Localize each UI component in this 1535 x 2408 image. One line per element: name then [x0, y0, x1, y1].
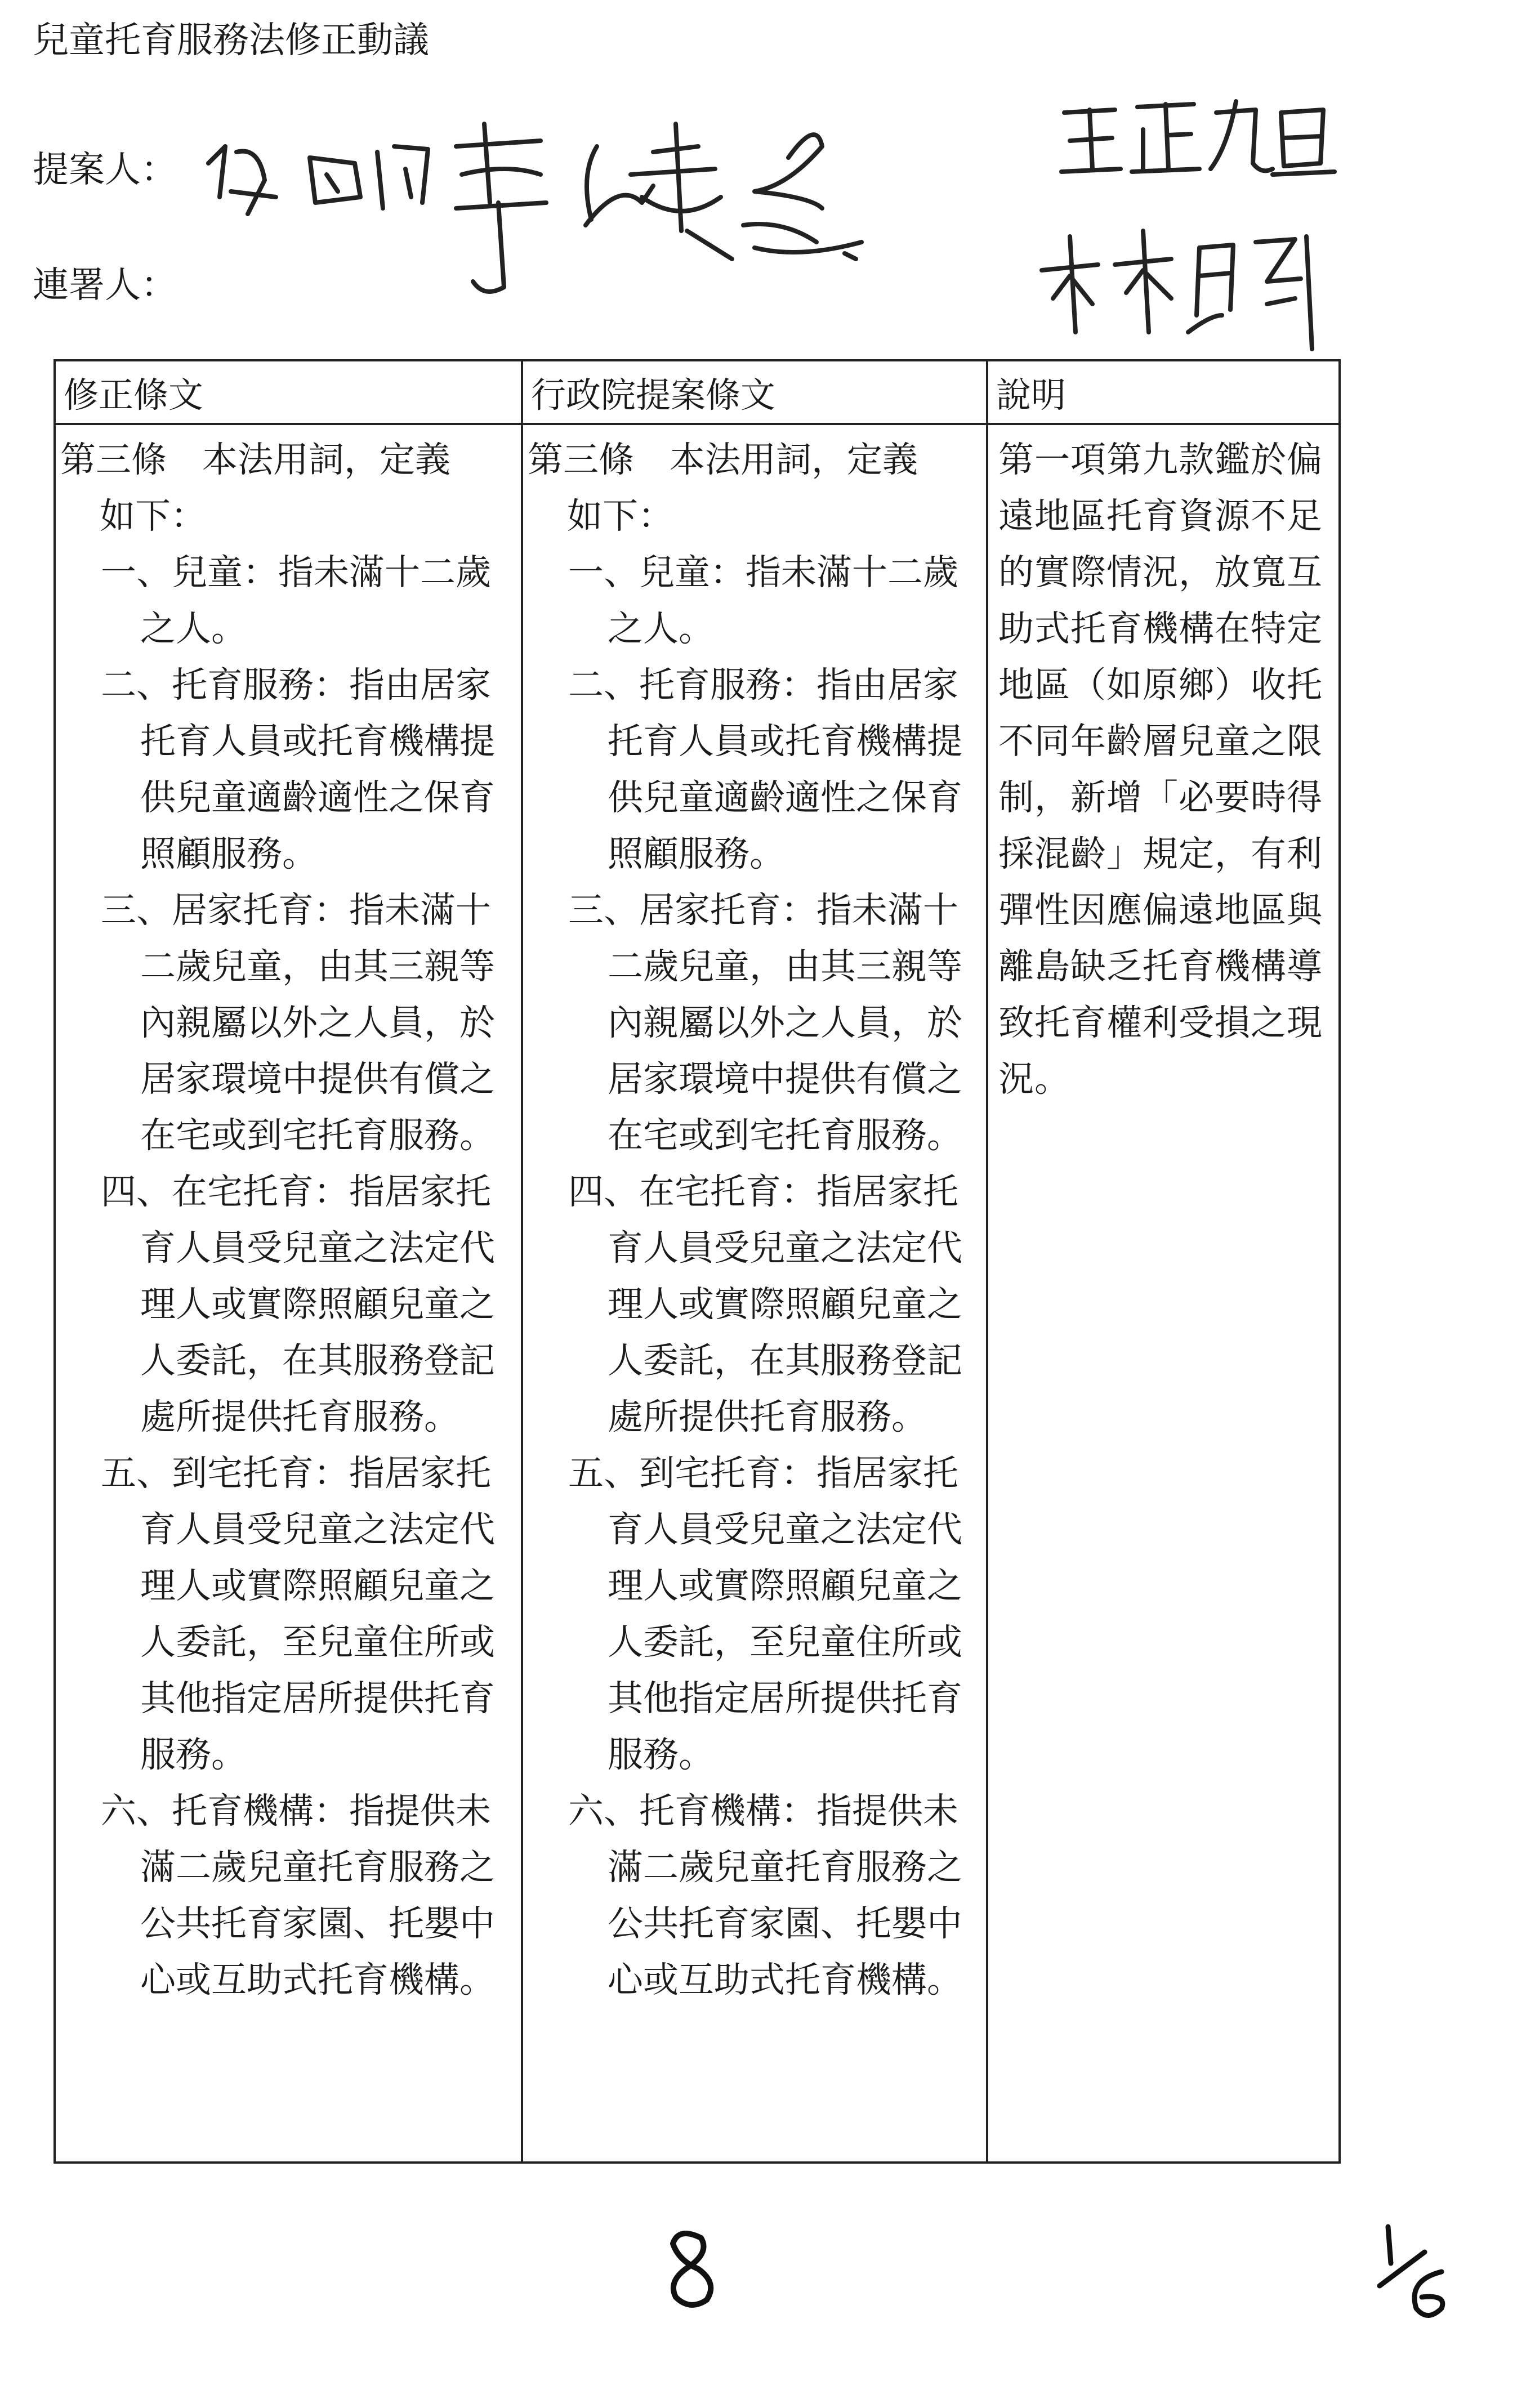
header-executive: 行政院提案條文	[522, 360, 987, 424]
amended-item-2: 二、托育服務：指由居家托育人員或托育機構提供兒童適齡適性之保育照顧服務。	[101, 664, 495, 874]
executive-item-6: 六、托育機構：指提供未滿二歲兒童托育服務之公共托育家園、托嬰中心或互助式托育機構。	[568, 1790, 962, 2000]
header-explanation: 說明	[987, 360, 1340, 424]
amended-item-5: 五、到宅托育：指居家托育人員受兒童之法定代理人或實際照顧兒童之人委託，至兒童住所或其他指定居所提供托育服務。	[101, 1453, 495, 1775]
explanation-text: 第一項第九款鑑於偏遠地區托育資源不足的實際情況，放寬互助式托育機構在特定地區（如原鄉）收托不同年齡層兒童之限制，新增「必要時得採混齡」規定，有利彈性因應偏遠地區與離島缺乏托育機構導致托育權利受損之現況。	[998, 439, 1323, 1100]
proposer-right-signature	[1059, 90, 1340, 194]
document-title: 兒童托育服務法修正動議	[33, 20, 429, 61]
proposer-signature	[191, 113, 980, 340]
table-row	[55, 424, 1340, 2163]
amended-item-6: 六、托育機構：指提供未滿二歲兒童托育服務之公共托育家園、托嬰中心或互助式托育機構。	[101, 1790, 495, 2000]
executive-item-4: 四、在宅托育：指居家托育人員受兒童之法定代理人或實際照顧兒童之人委託，在其服務登記處所提供托育服務。	[568, 1171, 962, 1437]
amended-article-cell	[55, 424, 522, 2163]
executive-item-3: 三、居家托育：指未滿十二歲兒童，由其三親等內親屬以外之人員，於居家環境中提供有償之在宅或到宅托育服務。	[568, 890, 962, 1156]
cosigner-label: 連署人：	[33, 265, 177, 306]
executive-article-cont: 如下：	[567, 495, 673, 537]
proposer-label: 提案人：	[33, 149, 177, 191]
amended-article-cont: 如下：	[100, 495, 206, 537]
executive-article-head: 第三條 本法用詞，定義	[528, 439, 918, 480]
header-amended: 修正條文	[55, 360, 522, 424]
explanation-cell	[987, 424, 1340, 2163]
executive-item-2: 二、托育服務：指由居家托育人員或托育機構提供兒童適齡適性之保育照顧服務。	[568, 664, 962, 874]
page-number	[656, 2227, 724, 2313]
executive-item-1: 一、兒童：指未滿十二歲之人。	[568, 552, 958, 649]
executive-article-cell	[522, 424, 987, 2163]
amended-item-3: 三、居家托育：指未滿十二歲兒童，由其三親等內親屬以外之人員，於居家環境中提供有償之在宅或到宅托育服務。	[101, 890, 495, 1156]
amended-item-4: 四、在宅托育：指居家托育人員受兒童之法定代理人或實際照顧兒童之人委託，在其服務登記處所提供托育服務。	[101, 1171, 495, 1437]
executive-item-5: 五、到宅托育：指居家托育人員受兒童之法定代理人或實際照顧兒童之人委託，至兒童住所或其他指定居所提供托育服務。	[568, 1453, 962, 1775]
amended-item-1: 一、兒童：指未滿十二歲之人。	[101, 552, 491, 649]
comparison-table	[53, 359, 1341, 2164]
page-fraction	[1374, 2218, 1464, 2327]
amended-article-head: 第三條 本法用詞，定義	[60, 439, 450, 480]
table-header-row	[55, 360, 1340, 424]
cosigner-signature	[1030, 220, 1357, 357]
